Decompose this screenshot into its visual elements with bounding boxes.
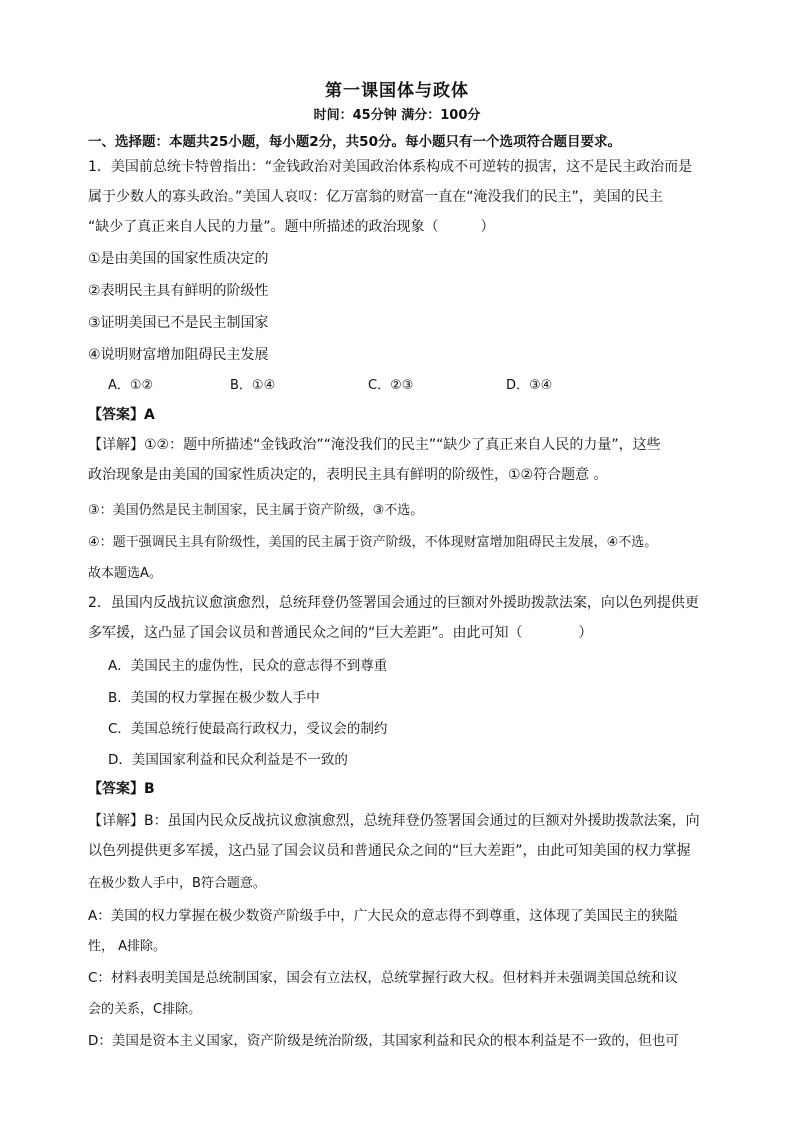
q1-stem-line: 1．美国前总统卡特曾指出：“金钱政治对美国政治体系构成不可逆转的损害，这不是民主政治而是 — [88, 159, 693, 175]
q1-analysis-line: 政治现象是由美国的国家性质决定的，表明民主具有鲜明的阶级性，①②符合题意 。 — [88, 467, 608, 483]
q2-analysis-line: C：材料表明美国是总统制国家，国会有立法权，总统掌握行政大权。但材料并未强调美国总统和议 — [88, 970, 678, 986]
q1-option-d: D．③④ — [506, 378, 553, 393]
q1-statement: ④说明财富增加阻碍民主发展 — [88, 347, 269, 363]
q1-stem-line: 属于少数人的寡头政治。”美国人哀叹：亿万富翁的财富一直在“淹没我们的民主”，美国的民主 — [88, 189, 663, 205]
q1-option-a: A．①② — [108, 378, 154, 393]
q1-stem-line: “缺少了真正来自人民的力量”。题中所描述的政治现象（ ） — [88, 219, 495, 235]
q1-analysis-line: 【详解】①②：题中所描述“金钱政治”“淹没我们的民主”“缺少了真正来自人民的力量”，这些 — [88, 437, 661, 453]
q1-option-c: C．②③ — [368, 378, 414, 393]
q1-statement: ①是由美国的国家性质决定的 — [88, 251, 269, 267]
q2-analysis-line: 以色列提供更多军援，这凸显了国会议员和普通民众之间的“巨大差距”，由此可知美国的权力掌握 — [88, 843, 691, 859]
q2-option-a: A．美国民主的虚伪性，民众的意志得不到尊重 — [108, 658, 388, 674]
q2-option-c: C．美国总统行使最高行政权力，受议会的制约 — [108, 721, 388, 737]
q1-option-b: B．①④ — [230, 378, 276, 393]
q2-analysis-line: 【详解】B：虽国内民众反战抗议愈演愈烈，总统拜登仍签署国会通过的巨额对外援助拨款法案，向 — [88, 813, 700, 829]
q1-analysis-line: ④：题干强调民主具有阶级性，美国的民主属于资产阶级，不体现财富增加阻碍民主发展，④不选。 — [88, 535, 658, 550]
q2-option-d: D．美国国家利益和民众利益是不一致的 — [108, 752, 348, 768]
q2-stem-line: 多军援，这凸显了国会议员和普通民众之间的“巨大差距”。由此可知（ ） — [88, 625, 593, 641]
q1-statement: ②表明民主具有鲜明的阶级性 — [88, 283, 269, 299]
q1-analysis-line: 故本题选A。 — [88, 566, 162, 581]
q2-analysis-line: 在极少数人手中，B符合题意。 — [88, 876, 266, 891]
q2-analysis-line: 会的关系，C排除。 — [88, 1002, 202, 1017]
exam-info: 时间：45分钟 满分：100分 — [313, 108, 481, 123]
q1-answer: 【答案】A — [88, 407, 155, 423]
q2-stem-line: 2．虽国内反战抗议愈演愈烈，总统拜登仍签署国会通过的巨额对外援助拨款法案，向以色列提供更 — [88, 595, 699, 611]
section-heading: 一、选择题：本题共25小题，每小题2分，共50分。每小题只有一个选项符合题目要求。 — [88, 134, 621, 150]
page-title: 第一课国体与政体 — [325, 81, 469, 101]
q2-answer: 【答案】B — [88, 781, 155, 797]
q2-analysis-line: D：美国是资本主义国家，资产阶级是统治阶级，其国家利益和民众的根本利益是不一致的，但也可 — [88, 1033, 679, 1049]
q2-analysis-line: A：美国的权力掌握在极少数资产阶级手中，广大民众的意志得不到尊重，这体现了美国民主的狭隘 — [88, 908, 678, 924]
q1-statement: ③证明美国已不是民主制国家 — [88, 315, 269, 331]
q2-analysis-line: 性， A排除。 — [88, 939, 167, 954]
q1-analysis-line: ③：美国仍然是民主制国家，民主属于资产阶级，③不选。 — [88, 503, 424, 518]
q2-option-b: B．美国的权力掌握在极少数人手中 — [108, 690, 320, 706]
